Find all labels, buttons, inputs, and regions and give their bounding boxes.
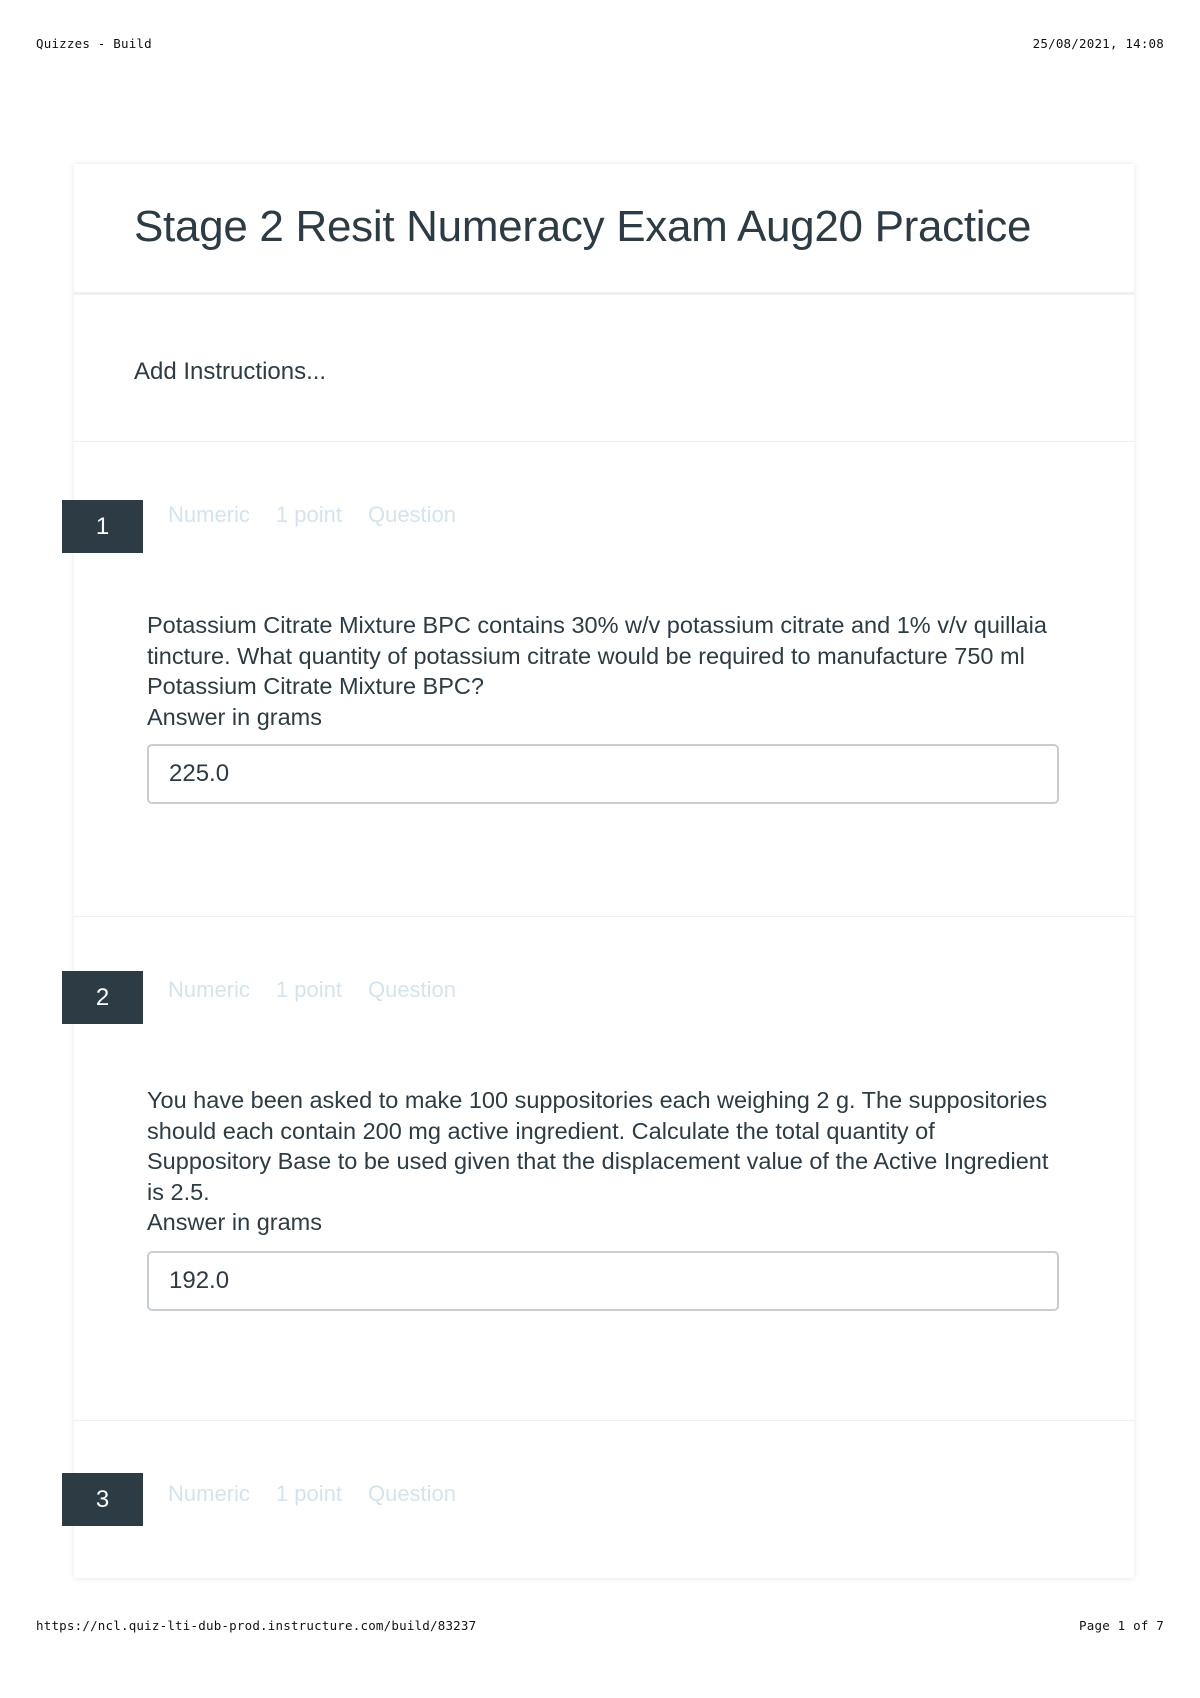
question-type: Numeric xyxy=(168,502,250,527)
question-item xyxy=(74,1421,1134,1578)
question-item xyxy=(74,917,1134,1421)
question-type: Numeric xyxy=(168,977,250,1002)
question-item xyxy=(74,442,1134,917)
instructions-section xyxy=(74,295,1134,442)
question-kind: Question xyxy=(367,502,457,527)
question-type: Numeric xyxy=(168,1481,250,1506)
answer-input[interactable]: 225.0 xyxy=(147,744,1059,804)
question-text[interactable] xyxy=(147,610,1057,732)
question-points: 1 point xyxy=(275,502,342,527)
print-header-datetime: 25/08/2021, 14:08 xyxy=(1032,36,1164,51)
question-kind: Question xyxy=(367,1481,457,1506)
answer-input[interactable]: 192.0 xyxy=(147,1251,1059,1311)
print-footer xyxy=(36,1618,1164,1633)
question-stem: Potassium Citrate Mixture BPC contains 30% w/v potassium citrate and 1% v/v quillaia tincture. What quantity of potassium citrate would be required to manufacture 750 ml Potassium Citrate Mixture BPC? xyxy=(147,612,1047,699)
quiz-title[interactable]: Stage 2 Resit Numeracy Exam Aug20 Practice xyxy=(134,202,1032,251)
question-unit-note: Answer in grams xyxy=(147,703,322,730)
question-text[interactable] xyxy=(147,1085,1057,1238)
print-footer-page: Page 1 of 7 xyxy=(1079,1618,1164,1633)
print-footer-url: https://ncl.quiz-lti-dub-prod.instructure.com/build/83237 xyxy=(36,1618,477,1633)
question-unit-note: Answer in grams xyxy=(147,1209,322,1235)
question-meta xyxy=(168,977,456,1003)
question-meta xyxy=(168,1481,456,1507)
quiz-card xyxy=(74,164,1134,1578)
add-instructions-field[interactable]: Add Instructions... xyxy=(134,358,327,385)
print-header xyxy=(36,36,1164,51)
question-points: 1 point xyxy=(275,1481,342,1506)
print-header-title: Quizzes - Build xyxy=(36,36,152,51)
question-kind: Question xyxy=(367,977,457,1002)
question-points: 1 point xyxy=(275,977,342,1002)
question-number-badge[interactable]: 2 xyxy=(62,971,143,1024)
question-meta xyxy=(168,502,456,528)
question-stem: You have been asked to make 100 suppositories each weighing 2 g. The suppositories should each contain 200 mg active ingredient. Calculate the total quantity of Suppository Base to be used given that the displacement value of the Active Ingredient is 2.5. xyxy=(147,1087,1049,1205)
question-number-badge[interactable]: 1 xyxy=(62,500,143,553)
question-number-badge[interactable]: 3 xyxy=(62,1473,143,1526)
quiz-title-section xyxy=(74,164,1134,295)
